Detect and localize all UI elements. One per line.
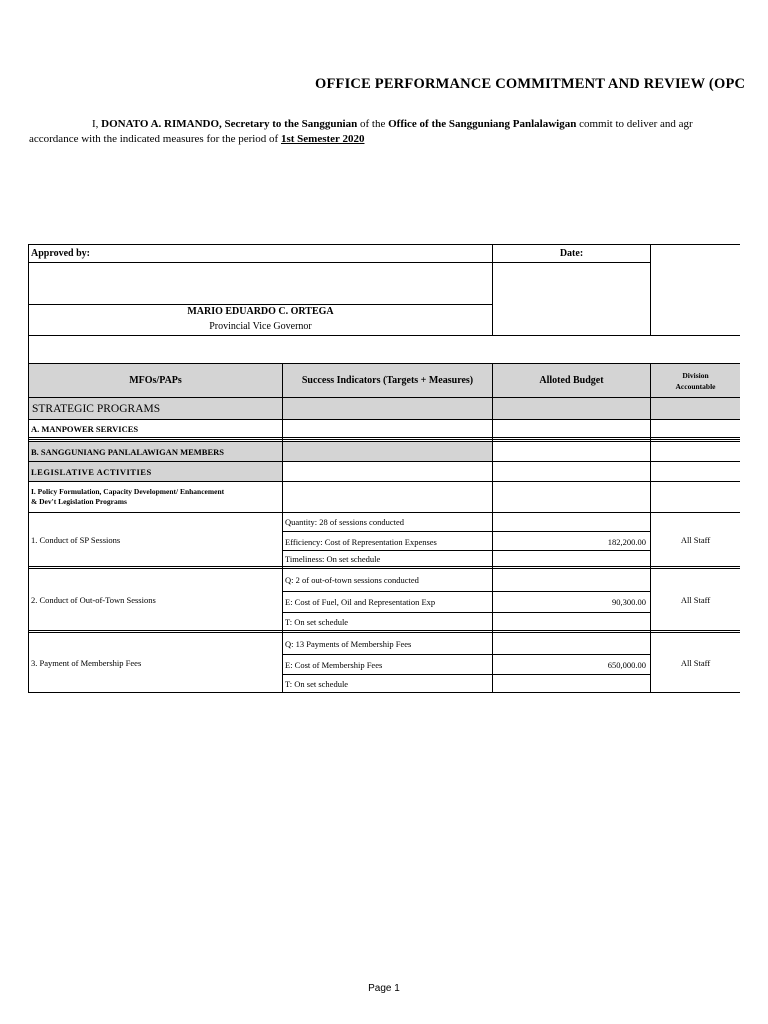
item-1-timeliness: Timeliness: On set schedule: [285, 553, 381, 564]
item-3-division: All Staff: [680, 657, 711, 668]
header-division: [651, 364, 740, 397]
intro-name: DONATO A. RIMANDO, Secretary to the Sanggunian: [101, 118, 358, 130]
intro-line-2: [29, 133, 364, 145]
approved-by-label: Approved by:: [31, 247, 90, 259]
item-1-name: 1. Conduct of SP Sessions: [31, 534, 121, 545]
document-title: OFFICE PERFORMANCE COMMITMENT AND REVIEW (OPC: [315, 76, 746, 92]
item-3-quantity: Q: 13 Payments of Membership Fees: [285, 638, 412, 649]
legislative-row: LEGISLATIVE ACTIVITIES: [29, 462, 282, 481]
intro-line-1: [92, 118, 693, 130]
header-budget: Alloted Budget: [493, 364, 650, 397]
manpower-row: A. MANPOWER SERVICES: [31, 423, 139, 434]
header-indicators: Success Indicators (Targets + Measures): [283, 364, 492, 397]
header-division-2: Accountable: [675, 381, 716, 391]
intro-of-the: of the: [359, 118, 386, 130]
policy-line-2: & Dev't Legislation Programs: [31, 497, 127, 506]
intro-period-text: accordance with the indicated measures for the period of: [29, 133, 279, 145]
sp-members-row: B. SANGGUNIANG PANLALAWIGAN MEMBERS: [29, 442, 492, 461]
item-1-division: All Staff: [680, 534, 711, 545]
item-1-efficiency: Efficiency: Cost of Representation Expenses: [285, 536, 437, 547]
item-2-quantity: Q: 2 of out-of-town sessions conducted: [285, 575, 419, 585]
item-2-division: All Staff: [680, 594, 711, 605]
header-mfo: MFOs/PAPs: [29, 364, 282, 397]
item-1-quantity: Quantity: 28 of sessions conducted: [285, 517, 404, 527]
item-2-name: 2. Conduct of Out-of-Town Sessions: [31, 594, 156, 605]
page-number: Page 1: [368, 983, 400, 994]
item-3-timeliness: T: On set schedule: [285, 678, 349, 689]
approver-name: MARIO EDUARDO C. ORTEGA: [187, 306, 334, 317]
policy-row: [31, 482, 281, 512]
header-division-1: Division: [682, 370, 709, 380]
policy-line-1: I. Policy Formulation, Capacity Development/ Enhancement: [31, 487, 225, 496]
strategic-programs-row: STRATEGIC PROGRAMS: [29, 398, 492, 419]
item-1-budget: 182,200.00: [607, 536, 646, 547]
item-2-timeliness: T: On set schedule: [285, 616, 349, 627]
intro-office: Office of the Sangguniang Panlalawigan: [388, 118, 577, 130]
item-2-efficiency: E: Cost of Fuel, Oil and Representation Exp: [285, 597, 436, 607]
item-2-budget: 90,300.00: [612, 597, 646, 607]
approver-position: Provincial Vice Governor: [209, 321, 312, 332]
intro-i: I,: [92, 118, 99, 130]
date-label: Date:: [559, 247, 584, 259]
item-3-efficiency: E: Cost of Membership Fees: [285, 659, 383, 670]
intro-commit: commit to deliver and agr: [579, 118, 693, 130]
intro-period: 1st Semester 2020: [280, 133, 365, 145]
item-3-budget: 650,000.00: [607, 659, 646, 670]
item-3-name: 3. Payment of Membership Fees: [31, 657, 142, 668]
